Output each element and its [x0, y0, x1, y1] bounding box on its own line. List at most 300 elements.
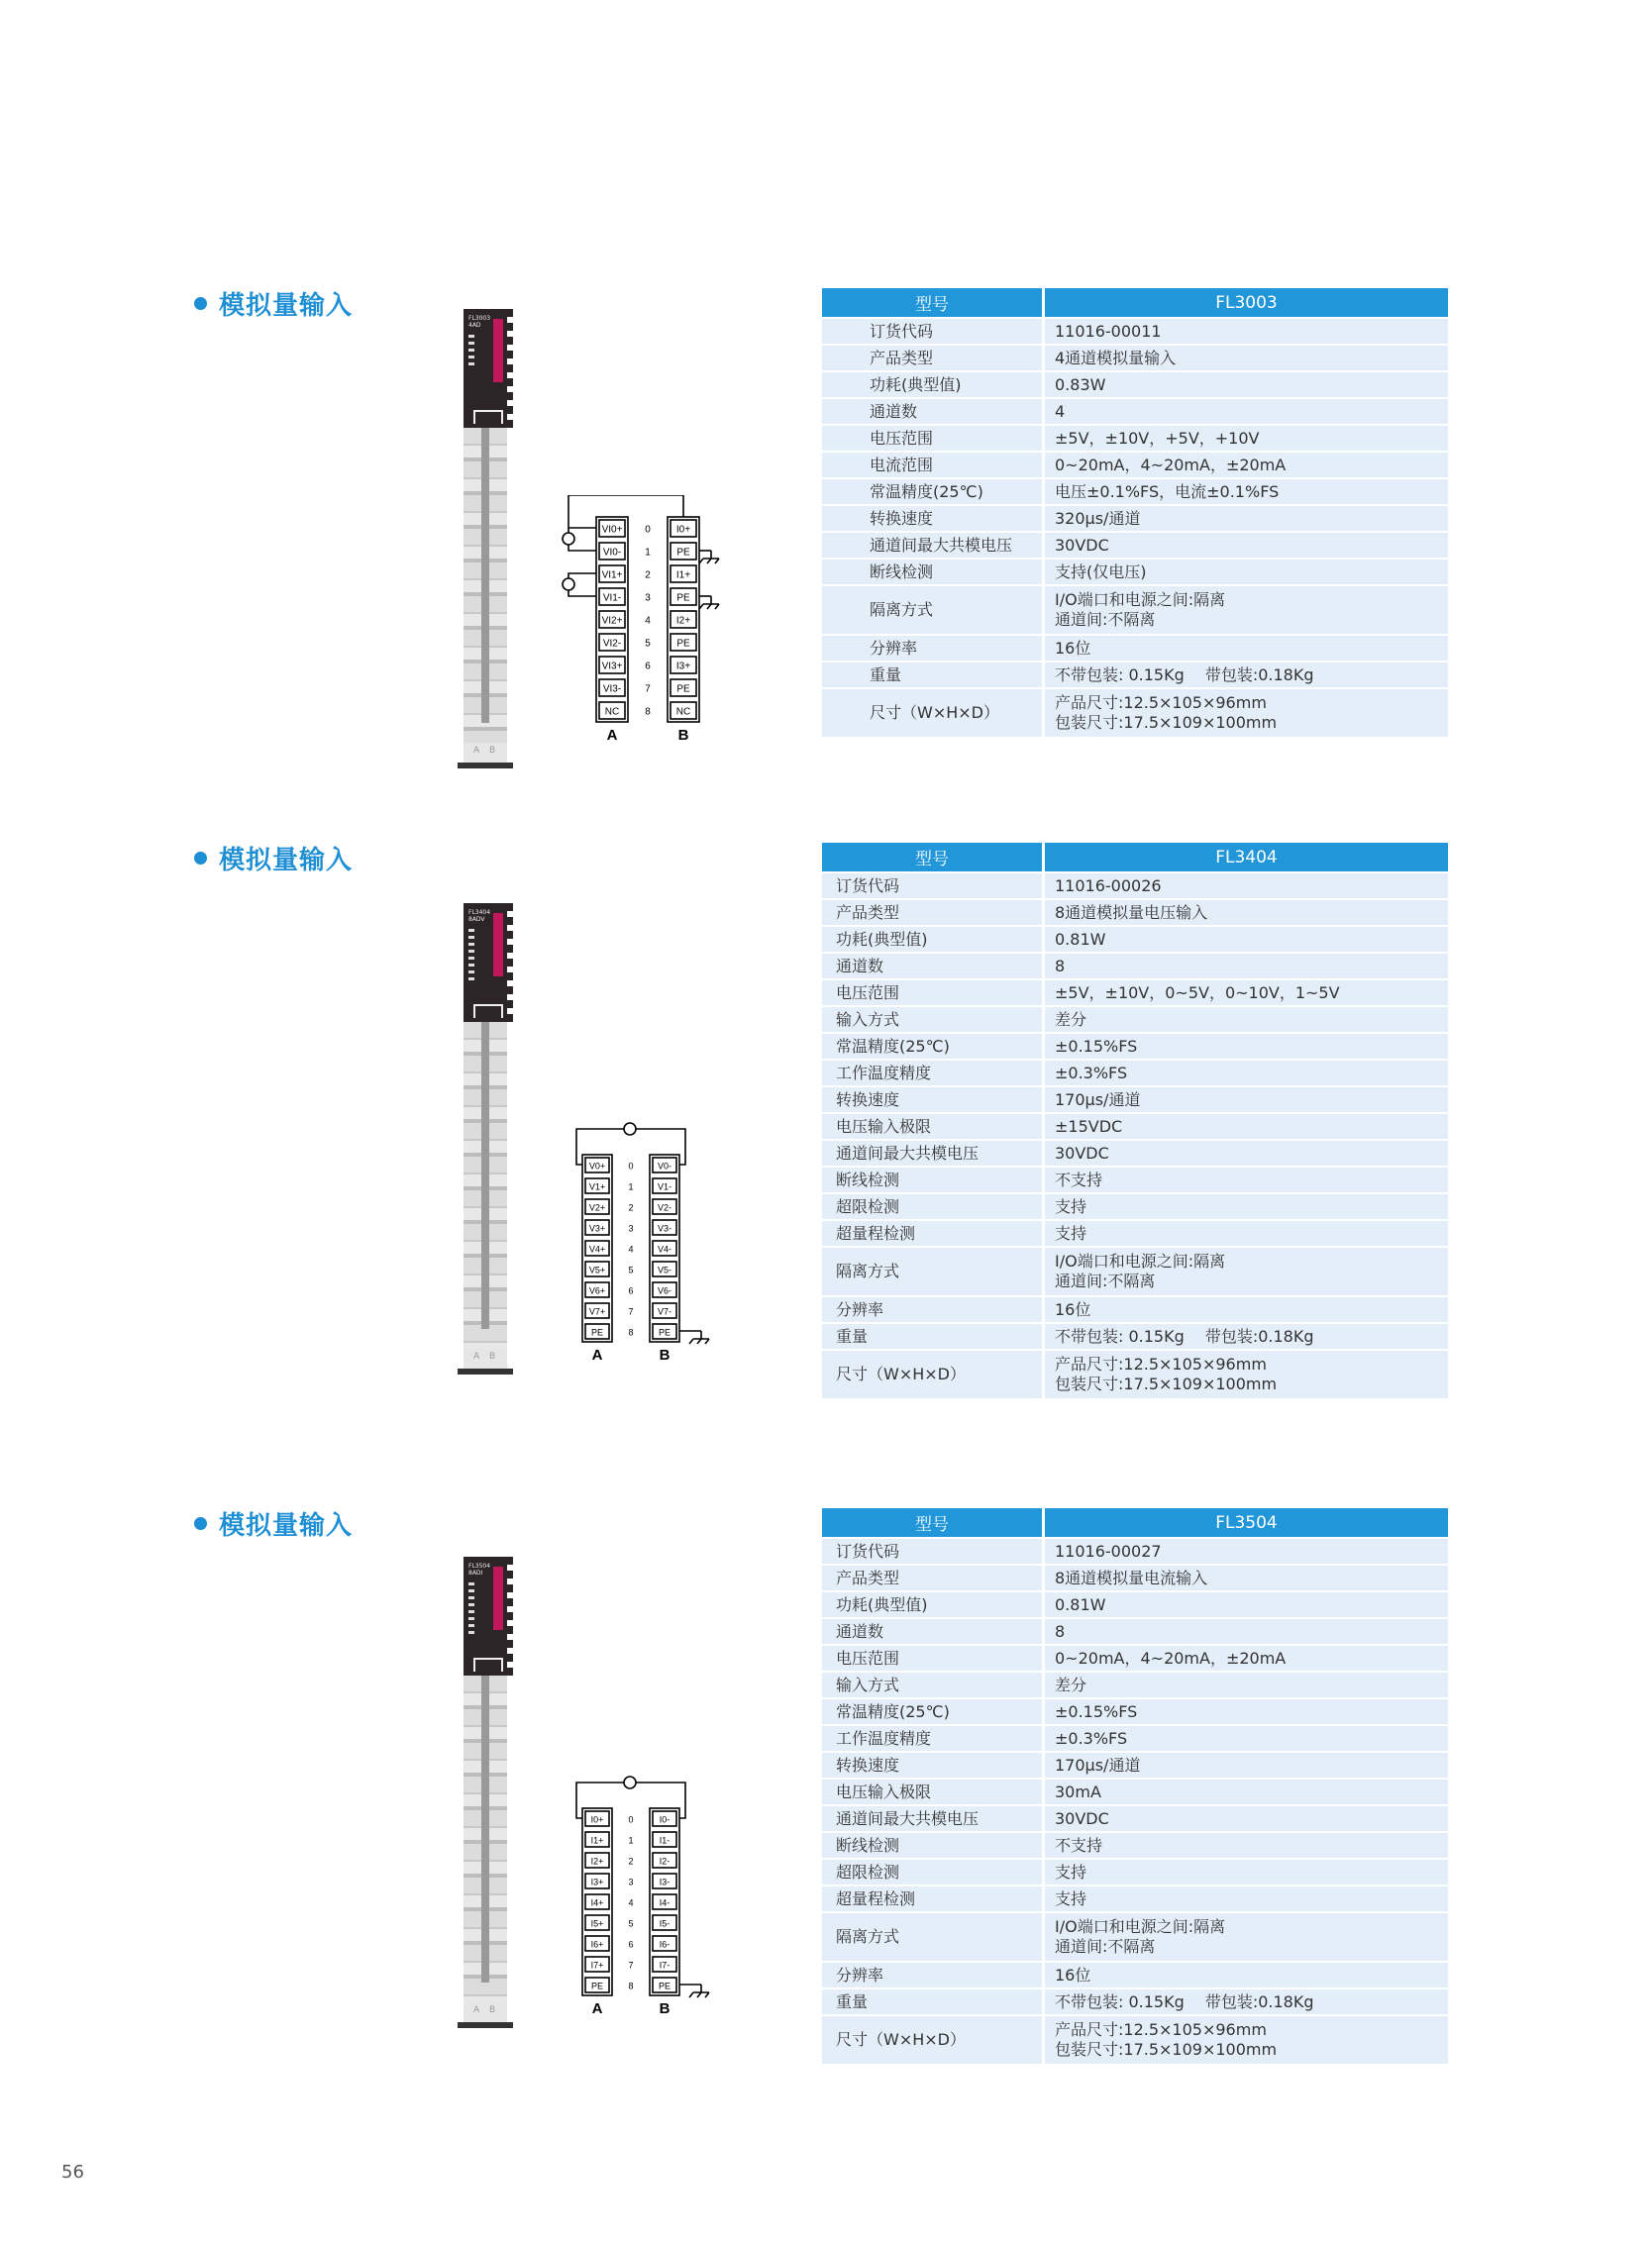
- table-row: [822, 980, 1448, 1005]
- table-row: [822, 372, 1448, 397]
- spec-key: 产品类型: [822, 1566, 1042, 1590]
- spec-value-line: 0~20mA，4~20mA，±20mA: [1055, 455, 1287, 474]
- terminal-number: 4: [628, 1897, 634, 1908]
- wiring-diagram: [574, 1773, 733, 2020]
- table-row: [822, 1592, 1448, 1617]
- spec-value-line: 8通道模拟量电压输入: [1055, 902, 1208, 922]
- terminal-a-label: VI2-: [602, 638, 622, 650]
- spec-value-line: 不支持: [1055, 1170, 1103, 1189]
- terminal-a-label: V4+: [588, 1244, 606, 1255]
- spec-value: [1042, 954, 1448, 978]
- spec-value-line: 320μs/通道: [1055, 508, 1141, 528]
- spec-value: [1042, 1833, 1448, 1858]
- spec-value: [1042, 453, 1448, 477]
- wiring-diagram: [561, 495, 739, 743]
- table-row: [822, 1566, 1448, 1590]
- spec-key: 断线检测: [822, 1168, 1042, 1192]
- terminal-number: 5: [645, 638, 651, 650]
- spec-value-line: 支持: [1055, 1862, 1087, 1882]
- header-model-value: FL3003: [1042, 288, 1448, 317]
- spec-key: 隔离方式: [822, 1913, 1042, 1961]
- spec-key: 工作温度精度: [822, 1061, 1042, 1085]
- table-row: [822, 586, 1448, 634]
- spec-value-line: 差分: [1055, 1675, 1087, 1694]
- terminal-number: 0: [645, 524, 651, 536]
- table-row: [822, 873, 1448, 898]
- spec-value-line: ±0.15%FS: [1055, 1036, 1138, 1056]
- terminal-b-label: I3-: [659, 1877, 671, 1887]
- terminal-a-label: VI2+: [601, 615, 623, 627]
- spec-value-line: 支持: [1055, 1196, 1087, 1216]
- terminal-a-label: V5+: [588, 1265, 606, 1275]
- table-row: [822, 1833, 1448, 1858]
- spec-key: 产品类型: [822, 900, 1042, 925]
- table-row: [822, 689, 1448, 737]
- spec-value-line: 支持: [1055, 1223, 1087, 1243]
- table-row: [822, 506, 1448, 531]
- spec-value-line: 差分: [1055, 1009, 1087, 1029]
- spec-value: [1042, 662, 1448, 687]
- spec-key: 通道间最大共模电压: [822, 1806, 1042, 1831]
- terminal-number: 5: [628, 1918, 634, 1929]
- spec-value: [1042, 1007, 1448, 1032]
- spec-value-line: 通道间:不隔离: [1055, 610, 1156, 629]
- terminal-a-label: V3+: [588, 1223, 606, 1234]
- spec-key: 超量程检测: [822, 1221, 1042, 1246]
- terminal-b-label: I0-: [659, 1814, 671, 1825]
- spec-value: [1042, 399, 1448, 424]
- terminal-b-label: I7-: [659, 1960, 671, 1971]
- spec-value-line: 30VDC: [1055, 1808, 1109, 1828]
- spec-value-line: I/O端口和电源之间:隔离: [1055, 590, 1226, 609]
- spec-value: [1042, 1860, 1448, 1885]
- terminal-number: 1: [628, 1835, 634, 1846]
- spec-value: [1042, 927, 1448, 952]
- spec-table: [822, 841, 1448, 1400]
- spec-value: [1042, 1646, 1448, 1671]
- spec-key: 转换速度: [822, 506, 1042, 531]
- header-model: 型号: [822, 288, 1042, 317]
- spec-value: [1042, 689, 1448, 737]
- spec-value-line: 8通道模拟量电流输入: [1055, 1568, 1208, 1587]
- terminal-number: 1: [628, 1181, 634, 1192]
- spec-value: [1042, 1168, 1448, 1192]
- spec-value-line: 0.83W: [1055, 374, 1106, 394]
- spec-value-line: 支持: [1055, 1888, 1087, 1908]
- terminal-b-label: V1-: [657, 1181, 672, 1192]
- table-row: [822, 900, 1448, 925]
- module-sub: 8ADV: [468, 916, 485, 923]
- column-a-label: A: [591, 1347, 603, 1364]
- spec-value-line: 产品尺寸:12.5×105×96mm: [1055, 2020, 1267, 2039]
- spec-value: [1042, 426, 1448, 451]
- terminal-number: 6: [645, 661, 651, 672]
- spec-value: [1042, 636, 1448, 661]
- spec-key: 转换速度: [822, 1087, 1042, 1112]
- terminal-number: 3: [645, 592, 651, 604]
- spec-key: 常温精度(25℃): [822, 1699, 1042, 1724]
- spec-value: [1042, 1034, 1448, 1059]
- table-row: [822, 954, 1448, 978]
- terminal-a-label: I7+: [590, 1960, 604, 1971]
- terminal-number: 8: [628, 1327, 634, 1338]
- column-a-label: A: [606, 727, 618, 743]
- spec-table: [822, 286, 1448, 739]
- spec-key: 通道数: [822, 1619, 1042, 1644]
- terminal-b-label: V2-: [657, 1202, 672, 1213]
- spec-value-line: 不带包装: 0.15Kg 带包装:0.18Kg: [1055, 1326, 1314, 1346]
- table-row: [822, 479, 1448, 504]
- spec-value-line: ±0.15%FS: [1055, 1701, 1138, 1721]
- spec-value-line: 包装尺寸:17.5×109×100mm: [1055, 2040, 1278, 2059]
- spec-key: 电压范围: [822, 426, 1042, 451]
- terminal-number: 2: [628, 1856, 634, 1867]
- spec-key: 电压范围: [822, 1646, 1042, 1671]
- table-row: [822, 1806, 1448, 1831]
- terminal-a-label: PE: [590, 1981, 604, 1991]
- spec-value: [1042, 1592, 1448, 1617]
- spec-key: 通道数: [822, 954, 1042, 978]
- table-row: [822, 1141, 1448, 1166]
- spec-value: [1042, 560, 1448, 584]
- spec-value-line: 支持(仅电压): [1055, 561, 1147, 581]
- spec-value-line: ±5V，±10V，+5V，+10V: [1055, 428, 1260, 448]
- table-row: [822, 927, 1448, 952]
- spec-key: 断线检测: [822, 1833, 1042, 1858]
- terminal-b-label: NC: [675, 706, 691, 718]
- spec-value: [1042, 1061, 1448, 1085]
- terminal-number: 2: [628, 1202, 634, 1213]
- spec-value: [1042, 1806, 1448, 1831]
- table-row: [822, 1673, 1448, 1697]
- spec-key: 电压范围: [822, 980, 1042, 1005]
- terminal-number: 2: [645, 569, 651, 581]
- terminal-b-label: PE: [676, 683, 690, 695]
- terminal-b-label: I3+: [675, 661, 691, 672]
- spec-value: [1042, 1297, 1448, 1322]
- spec-key: 常温精度(25℃): [822, 479, 1042, 504]
- spec-key: 超限检测: [822, 1860, 1042, 1885]
- terminal-number: 8: [628, 1981, 634, 1991]
- spec-value-line: 不带包装: 0.15Kg 带包装:0.18Kg: [1055, 664, 1314, 684]
- spec-key: 电流范围: [822, 453, 1042, 477]
- spec-value-line: 11016-00026: [1055, 875, 1162, 895]
- terminal-a-label: VI3-: [602, 683, 622, 695]
- table-row: [822, 426, 1448, 451]
- terminal-number: 5: [628, 1265, 634, 1275]
- spec-key: 隔离方式: [822, 1248, 1042, 1295]
- table-row: [822, 319, 1448, 344]
- table-row: [822, 1007, 1448, 1032]
- section-title: 模拟量输入: [194, 285, 353, 322]
- spec-key: 产品类型: [822, 346, 1042, 370]
- module-label: FL3404: [468, 909, 491, 916]
- terminal-a-label: V6+: [588, 1285, 606, 1296]
- spec-value-line: 11016-00011: [1055, 321, 1162, 341]
- terminal-b-label: V0-: [657, 1161, 672, 1172]
- spec-key: 输入方式: [822, 1007, 1042, 1032]
- page-number: 56: [61, 2162, 84, 2183]
- spec-key: 尺寸（W×H×D）: [822, 689, 1042, 737]
- section-title: 模拟量输入: [194, 840, 353, 876]
- table-row: [822, 1034, 1448, 1059]
- spec-value-line: 包装尺寸:17.5×109×100mm: [1055, 713, 1278, 732]
- spec-key: 工作温度精度: [822, 1726, 1042, 1751]
- spec-key: 分辨率: [822, 1297, 1042, 1322]
- terminal-a-label: I1+: [590, 1835, 604, 1846]
- spec-value: [1042, 1989, 1448, 2014]
- section-title: 模拟量输入: [194, 1505, 353, 1542]
- terminal-number: 4: [645, 615, 651, 627]
- table-row: [822, 1646, 1448, 1671]
- terminal-b-label: I1+: [675, 569, 691, 581]
- spec-value: [1042, 1248, 1448, 1295]
- header-model: 型号: [822, 843, 1042, 871]
- spec-table: [822, 1506, 1448, 2066]
- table-row: [822, 453, 1448, 477]
- header-model-value: FL3504: [1042, 1508, 1448, 1537]
- terminal-a-label: I6+: [590, 1939, 604, 1950]
- terminal-a-label: NC: [604, 706, 620, 718]
- spec-key: 功耗(典型值): [822, 1592, 1042, 1617]
- terminal-number: 0: [628, 1814, 634, 1825]
- spec-value-line: 170μs/通道: [1055, 1755, 1141, 1775]
- spec-value: [1042, 1673, 1448, 1697]
- terminal-b-label: PE: [676, 547, 690, 559]
- spec-value: [1042, 1114, 1448, 1139]
- spec-value-line: I/O端口和电源之间:隔离: [1055, 1917, 1226, 1936]
- header-model: 型号: [822, 1508, 1042, 1537]
- spec-value: [1042, 1351, 1448, 1398]
- spec-value: [1042, 1780, 1448, 1804]
- terminal-a-label: VI0+: [601, 524, 623, 536]
- table-row: [822, 1297, 1448, 1322]
- spec-value: [1042, 1087, 1448, 1112]
- terminal-b-label: V4-: [657, 1244, 672, 1255]
- terminal-a-label: V2+: [588, 1202, 606, 1213]
- terminal-b-label: I6-: [659, 1939, 671, 1950]
- module-image: FL3504 8ADI A B: [458, 1557, 513, 2030]
- terminal-b-label: V6-: [657, 1285, 672, 1296]
- table-row: [822, 560, 1448, 584]
- terminal-b-label: PE: [676, 638, 690, 650]
- terminal-b-label: PE: [676, 592, 690, 604]
- table-row: [822, 1168, 1448, 1192]
- spec-key: 订货代码: [822, 319, 1042, 344]
- terminal-number: 1: [645, 547, 651, 559]
- terminal-b-label: PE: [658, 1981, 671, 1991]
- spec-key: 通道间最大共模电压: [822, 1141, 1042, 1166]
- terminal-a-label: I5+: [590, 1918, 604, 1929]
- terminal-a-label: V7+: [588, 1306, 606, 1317]
- spec-value: [1042, 1963, 1448, 1987]
- terminal-b-label: PE: [658, 1327, 671, 1338]
- spec-value-line: 8: [1055, 956, 1066, 975]
- table-row: [822, 346, 1448, 370]
- spec-value: [1042, 1619, 1448, 1644]
- spec-value-line: 30VDC: [1055, 535, 1109, 555]
- terminal-number: 7: [645, 683, 651, 695]
- terminal-number: 3: [628, 1223, 634, 1234]
- spec-key: 转换速度: [822, 1753, 1042, 1778]
- spec-key: 功耗(典型值): [822, 927, 1042, 952]
- spec-value: [1042, 900, 1448, 925]
- bullet-icon: [194, 852, 207, 865]
- spec-key: 分辨率: [822, 1963, 1042, 1987]
- terminal-a-label: I0+: [590, 1814, 604, 1825]
- table-row: [822, 662, 1448, 687]
- column-a-label: A: [591, 2000, 603, 2017]
- spec-value-line: 通道间:不隔离: [1055, 1272, 1156, 1290]
- terminal-b-label: I2+: [675, 615, 691, 627]
- spec-value: [1042, 1913, 1448, 1961]
- spec-value-line: 包装尺寸:17.5×109×100mm: [1055, 1375, 1278, 1393]
- spec-value: [1042, 1699, 1448, 1724]
- spec-value-line: 4通道模拟量输入: [1055, 348, 1177, 367]
- spec-value-line: ±0.3%FS: [1055, 1728, 1128, 1748]
- table-row: [822, 1963, 1448, 1987]
- spec-value: [1042, 1221, 1448, 1246]
- spec-key: 超限检测: [822, 1194, 1042, 1219]
- spec-value-line: 0~20mA，4~20mA，±20mA: [1055, 1648, 1287, 1668]
- spec-key: 尺寸（W×H×D）: [822, 2016, 1042, 2064]
- spec-value: [1042, 1141, 1448, 1166]
- spec-key: 重量: [822, 1324, 1042, 1349]
- spec-value-line: 电压±0.1%FS，电流±0.1%FS: [1055, 481, 1280, 501]
- spec-value: [1042, 2016, 1448, 2064]
- terminal-number: 3: [628, 1877, 634, 1887]
- spec-value-line: 不支持: [1055, 1835, 1103, 1855]
- spec-value-line: 16位: [1055, 638, 1091, 658]
- terminal-a-label: VI1+: [601, 569, 623, 581]
- terminal-a-label: V1+: [588, 1181, 606, 1192]
- module-label: FL3504: [468, 1563, 491, 1570]
- table-row: [822, 1194, 1448, 1219]
- column-b-label: B: [677, 727, 689, 743]
- spec-value: [1042, 319, 1448, 344]
- terminal-number: 6: [628, 1939, 634, 1950]
- table-row: [822, 1351, 1448, 1398]
- terminal-b-label: V5-: [657, 1265, 672, 1275]
- spec-value: [1042, 1753, 1448, 1778]
- table-row: [822, 1061, 1448, 1085]
- spec-value-line: 16位: [1055, 1965, 1091, 1985]
- spec-value-line: 产品尺寸:12.5×105×96mm: [1055, 1355, 1267, 1374]
- spec-key: 尺寸（W×H×D）: [822, 1351, 1042, 1398]
- terminal-number: 7: [628, 1960, 634, 1971]
- spec-key: 订货代码: [822, 1539, 1042, 1564]
- spec-key: 功耗(典型值): [822, 372, 1042, 397]
- module-label: FL3003: [468, 315, 491, 322]
- table-row: [822, 1989, 1448, 2014]
- spec-value: [1042, 586, 1448, 634]
- spec-value: [1042, 346, 1448, 370]
- terminal-a-label: V0+: [588, 1161, 606, 1172]
- spec-value-line: 通道间:不隔离: [1055, 1937, 1156, 1956]
- spec-value-line: 170μs/通道: [1055, 1089, 1141, 1109]
- table-row: [822, 1619, 1448, 1644]
- module-image: FL3404 8ADV A B: [458, 903, 513, 1376]
- table-row: [822, 1753, 1448, 1778]
- terminal-number: 6: [628, 1285, 634, 1296]
- spec-key: 电压输入极限: [822, 1114, 1042, 1139]
- bullet-icon: [194, 1517, 207, 1530]
- table-row: [822, 1248, 1448, 1295]
- spec-value-line: ±0.3%FS: [1055, 1063, 1128, 1082]
- table-row: [822, 1860, 1448, 1885]
- module-image: FL3003 4AD A B: [458, 309, 513, 770]
- table-row: [822, 1780, 1448, 1804]
- spec-key: 重量: [822, 662, 1042, 687]
- spec-key: 重量: [822, 1989, 1042, 2014]
- spec-key: 通道间最大共模电压: [822, 533, 1042, 558]
- spec-value-line: 16位: [1055, 1299, 1091, 1319]
- spec-value-line: ±15VDC: [1055, 1116, 1123, 1136]
- table-row: [822, 1886, 1448, 1911]
- terminal-b-label: V3-: [657, 1223, 672, 1234]
- spec-value: [1042, 506, 1448, 531]
- table-row: [822, 1913, 1448, 1961]
- spec-value: [1042, 372, 1448, 397]
- terminal-a-label: VI1-: [602, 592, 622, 604]
- table-row: [822, 1221, 1448, 1246]
- spec-value: [1042, 1566, 1448, 1590]
- spec-key: 订货代码: [822, 873, 1042, 898]
- spec-value: [1042, 533, 1448, 558]
- spec-value: [1042, 479, 1448, 504]
- table-row: [822, 1539, 1448, 1564]
- terminal-b-label: V7-: [657, 1306, 672, 1317]
- wiring-diagram: [574, 1119, 733, 1367]
- spec-value-line: 0.81W: [1055, 929, 1106, 949]
- module-sub: 4AD: [468, 322, 481, 329]
- table-row: [822, 1726, 1448, 1751]
- terminal-a-label: I4+: [590, 1897, 604, 1908]
- spec-value: [1042, 1539, 1448, 1564]
- spec-value-line: 11016-00027: [1055, 1541, 1162, 1561]
- spec-value-line: ±5V，±10V，0~5V，0~10V，1~5V: [1055, 982, 1340, 1002]
- spec-value-line: 产品尺寸:12.5×105×96mm: [1055, 693, 1267, 712]
- table-row: [822, 1699, 1448, 1724]
- spec-key: 隔离方式: [822, 586, 1042, 634]
- table-row: [822, 1114, 1448, 1139]
- table-row: [822, 1087, 1448, 1112]
- terminal-b-label: I1-: [659, 1835, 671, 1846]
- spec-key: 分辨率: [822, 636, 1042, 661]
- spec-value-line: I/O端口和电源之间:隔离: [1055, 1252, 1226, 1271]
- spec-value: [1042, 980, 1448, 1005]
- table-row: [822, 399, 1448, 424]
- spec-key: 电压输入极限: [822, 1780, 1042, 1804]
- terminal-a-label: I3+: [590, 1877, 604, 1887]
- column-b-label: B: [659, 2000, 671, 2017]
- column-b-label: B: [659, 1347, 671, 1364]
- spec-value-line: 30mA: [1055, 1782, 1101, 1801]
- spec-value-line: 8: [1055, 1621, 1066, 1641]
- spec-key: 超量程检测: [822, 1886, 1042, 1911]
- spec-value-line: 0.81W: [1055, 1594, 1106, 1614]
- table-row: [822, 2016, 1448, 2064]
- terminal-a-label: VI3+: [601, 661, 623, 672]
- terminal-a-label: I2+: [590, 1856, 604, 1867]
- terminal-number: 7: [628, 1306, 634, 1317]
- spec-value: [1042, 1886, 1448, 1911]
- terminal-number: 0: [628, 1161, 634, 1172]
- spec-key: 断线检测: [822, 560, 1042, 584]
- header-model-value: FL3404: [1042, 843, 1448, 871]
- terminal-a-label: PE: [590, 1327, 604, 1338]
- terminal-b-label: I0+: [675, 524, 691, 536]
